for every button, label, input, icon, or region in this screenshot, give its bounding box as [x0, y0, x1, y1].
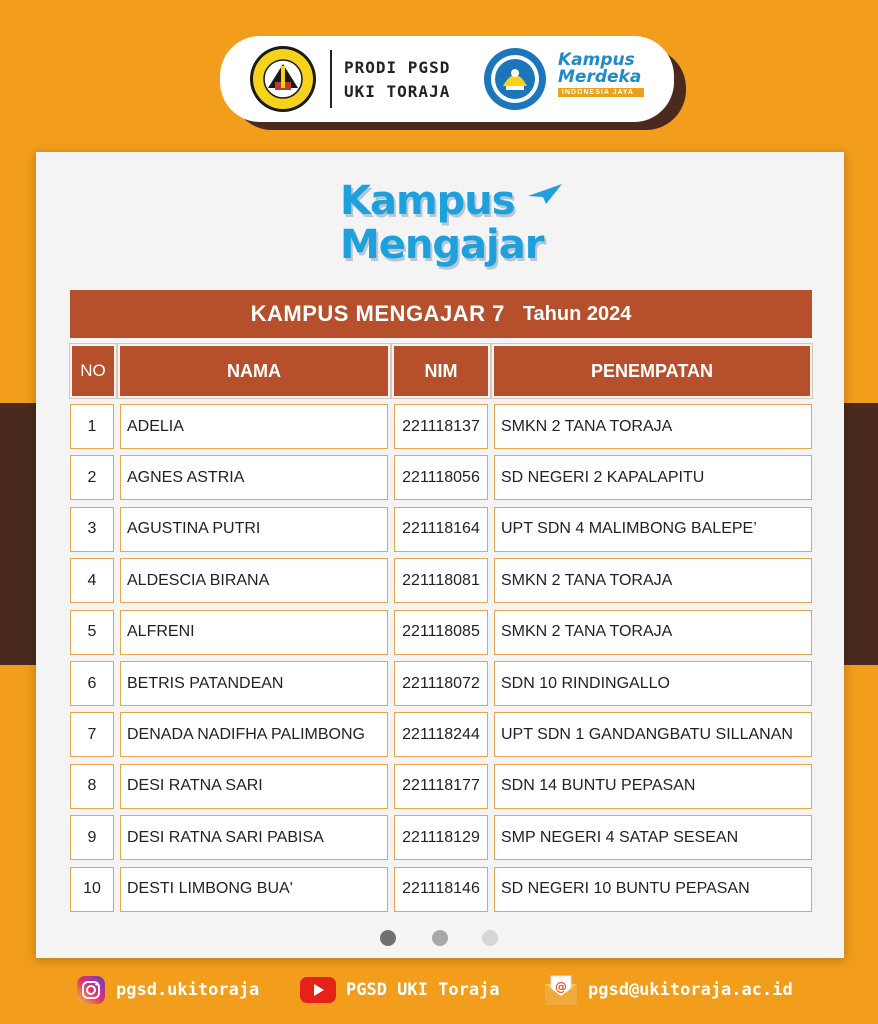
table-cell-nama: DESTI LIMBONG BUA' — [120, 867, 388, 912]
instagram-icon — [76, 975, 106, 1005]
table-cell-penempatan: UPT SDN 4 MALIMBONG BALEPE’ — [494, 507, 812, 552]
footer-instagram[interactable] — [76, 974, 259, 1006]
table-cell-nim: 221118129 — [394, 815, 488, 860]
km-logo-line3: INDONESIA JAYA — [558, 88, 644, 97]
brand-line1: Kampus — [340, 178, 515, 224]
table-cell-nim: 221118056 — [394, 455, 488, 500]
table-cell-no: 3 — [70, 507, 114, 552]
table-cell-nama: ALDESCIA BIRANA — [120, 558, 388, 603]
table-cell-penempatan: SD NEGERI 10 BUNTU PEPASAN — [494, 867, 812, 912]
prodi-line1: PRODI PGSD — [344, 58, 451, 77]
table-cell-no: 5 — [70, 610, 114, 655]
paper-plane-icon — [528, 184, 562, 204]
table-cell-penempatan: SDN 10 RINDINGALLO — [494, 661, 812, 706]
table-cell-no: 8 — [70, 764, 114, 809]
kampus-mengajar-logo — [340, 178, 570, 278]
table-cell-penempatan: SMKN 2 TANA TORAJA — [494, 404, 812, 449]
header-nim: NIM — [392, 344, 490, 398]
table-cell-nim: 221118177 — [394, 764, 488, 809]
table-cell-no: 1 — [70, 404, 114, 449]
table-cell-nim: 221118164 — [394, 507, 488, 552]
table-cell-penempatan: SD NEGERI 2 KAPALAPITU — [494, 455, 812, 500]
km-logo-line2: Merdeka — [558, 67, 642, 87]
table-cell-nama: BETRIS PATANDEAN — [120, 661, 388, 706]
table-cell-nama: AGUSTINA PUTRI — [120, 507, 388, 552]
email-address: pgsd@ukitoraja.ac.id — [588, 980, 793, 1000]
table-cell-no: 10 — [70, 867, 114, 912]
header-divider — [330, 50, 332, 108]
table-cell-nim: 221118081 — [394, 558, 488, 603]
km-logo-line1: Kampus — [558, 50, 635, 70]
pagination-dot-3[interactable] — [482, 930, 498, 946]
header-nama: NAMA — [118, 344, 390, 398]
content-card — [36, 152, 844, 958]
table-cell-no: 2 — [70, 455, 114, 500]
table-cell-penempatan: SMP NEGERI 4 SATAP SESEAN — [494, 815, 812, 860]
kampus-merdeka-logo — [558, 52, 654, 106]
table-cell-nim: 221118146 — [394, 867, 488, 912]
pagination-dot-2[interactable] — [432, 930, 448, 946]
email-icon — [544, 974, 578, 1006]
header-no: NO — [70, 344, 116, 398]
table-cell-nama: DESI RATNA SARI PABISA — [120, 815, 388, 860]
table-cell-nim: 221118137 — [394, 404, 488, 449]
svg-text:@: @ — [555, 980, 567, 994]
title-year: Tahun 2024 — [522, 302, 632, 325]
table-cell-penempatan: SDN 14 BUNTU PEPASAN — [494, 764, 812, 809]
table-cell-no: 4 — [70, 558, 114, 603]
table-cell-nim: 221118244 — [394, 712, 488, 757]
pagination-dots — [380, 930, 510, 946]
youtube-channel: PGSD UKI Toraja — [346, 980, 500, 1000]
instagram-handle: pgsd.ukitoraja — [116, 980, 260, 1000]
table-cell-nama: DESI RATNA SARI — [120, 764, 388, 809]
table-cell-nama: ADELIA — [120, 404, 388, 449]
table-cell-no: 7 — [70, 712, 114, 757]
footer-youtube[interactable] — [300, 974, 500, 1006]
table-cell-nama: AGNES ASTRIA — [120, 455, 388, 500]
title-bar — [70, 290, 812, 338]
pagination-dot-1[interactable] — [380, 930, 396, 946]
header-pill — [220, 36, 674, 122]
table-cell-penempatan: SMKN 2 TANA TORAJA — [494, 610, 812, 655]
title-main: KAMPUS MENGAJAR 7 — [250, 301, 505, 326]
table-cell-no: 9 — [70, 815, 114, 860]
table-cell-nama: ALFRENI — [120, 610, 388, 655]
table-cell-no: 6 — [70, 661, 114, 706]
footer-email[interactable] — [544, 974, 793, 1006]
tut-wuri-handayani-logo-icon — [482, 46, 548, 112]
brand-line2: Mengajar — [340, 222, 544, 268]
table-cell-nama: DENADA NADIFHA PALIMBONG — [120, 712, 388, 757]
table-cell-penempatan: UPT SDN 1 GANDANGBATU SILLANAN — [494, 712, 812, 757]
table-cell-nim: 221118085 — [394, 610, 488, 655]
prodi-label — [344, 56, 464, 104]
uki-toraja-logo-icon — [248, 44, 318, 114]
header-penempatan: PENEMPATAN — [492, 344, 812, 398]
table-cell-penempatan: SMKN 2 TANA TORAJA — [494, 558, 812, 603]
youtube-icon — [300, 975, 336, 1005]
table-cell-nim: 221118072 — [394, 661, 488, 706]
prodi-line2: UKI TORAJA — [344, 82, 451, 101]
